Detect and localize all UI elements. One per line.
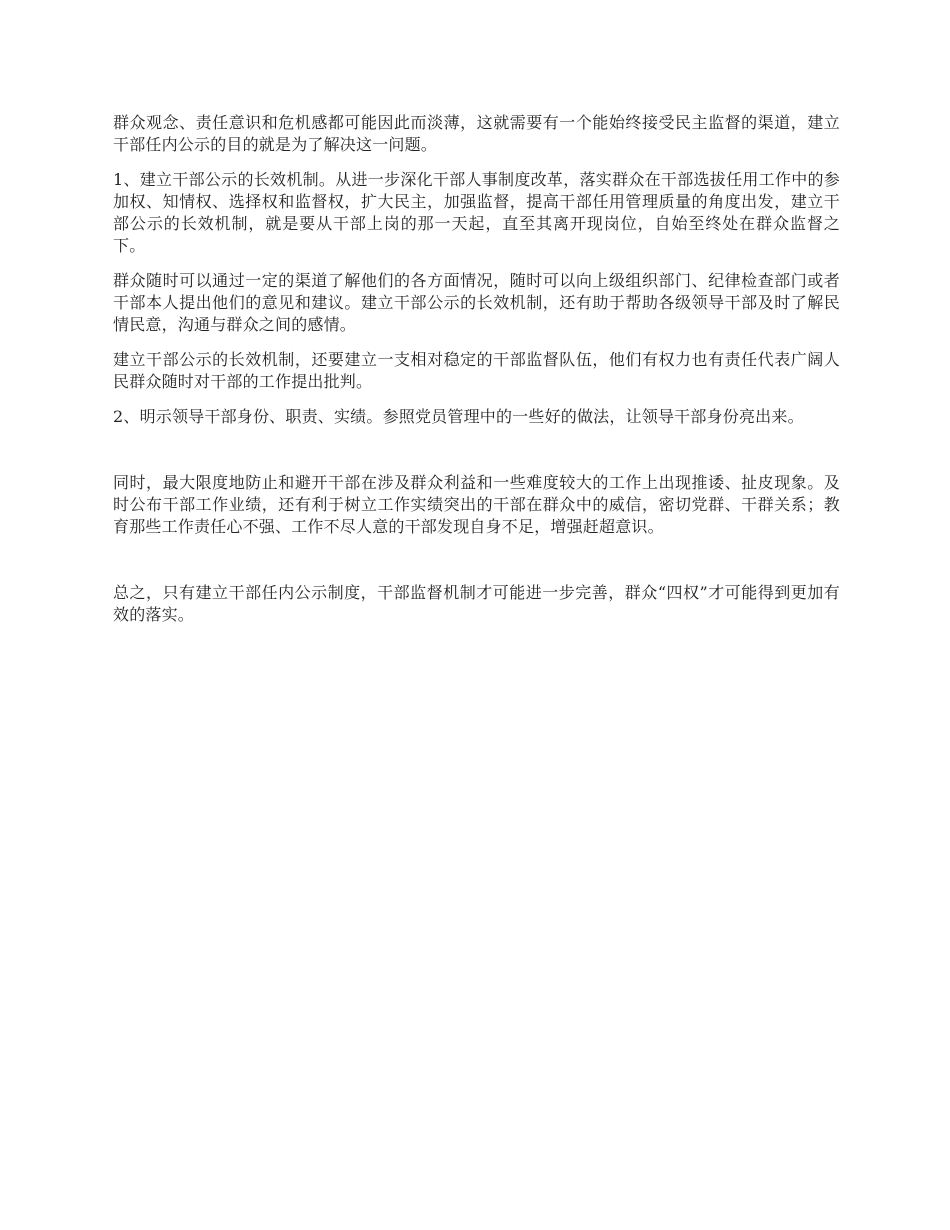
paragraph-7: 总之，只有建立干部任内公示制度，干部监督机制才可能进一步完善，群众“四权”才可能得到更加有效的落实。: [113, 583, 840, 624]
paragraph-4: 建立干部公示的长效机制，还要建立一支相对稳定的干部监督队伍，他们有权力也有责任代表广阔人民群众随时对干部的工作提出批判。: [113, 350, 840, 391]
paragraph-2: 1、建立干部公示的长效机制。从进一步深化干部人事制度改革，落实群众在干部选拔任用工作中的参加权、知情权、选择权和监督权，扩大民主，加强监督，提高干部任用管理质量的角度出发，建立干部公示的长效机制，就是要从干部上岗的那一天起，直至其离开现岗位，自始至终处在群众监督之下。: [113, 170, 840, 255]
paragraph-3: 群众随时可以通过一定的渠道了解他们的各方面情况，随时可以向上级组织部门、纪律检查部门或者干部本人提出他们的意见和建议。建立干部公示的长效机制，还有助于帮助各级领导干部及时了解民情民意，沟通与群众之间的感情。: [113, 271, 840, 334]
paragraph-1: 群众观念、责任意识和危机感都可能因此而淡薄，这就需要有一个能始终接受民主监督的渠道，建立干部任内公示的目的就是为了解决这一问题。: [113, 113, 840, 154]
document-body: [113, 112, 840, 639]
paragraph-6: 同时，最大限度地防止和避开干部在涉及群众利益和一些难度较大的工作上出现推诿、扯皮现象。及时公布干部工作业绩，还有利于树立工作实绩突出的干部在群众中的威信，密切党群、干群关系；教育那些工作责任心不强、工作不尽人意的干部发现自身不足，增强赶超意识。: [113, 473, 840, 536]
paragraph-5: 2、明示领导干部身份、职责、实绩。参照党员管理中的一些好的做法，让领导干部身份亮出来。: [113, 407, 804, 426]
